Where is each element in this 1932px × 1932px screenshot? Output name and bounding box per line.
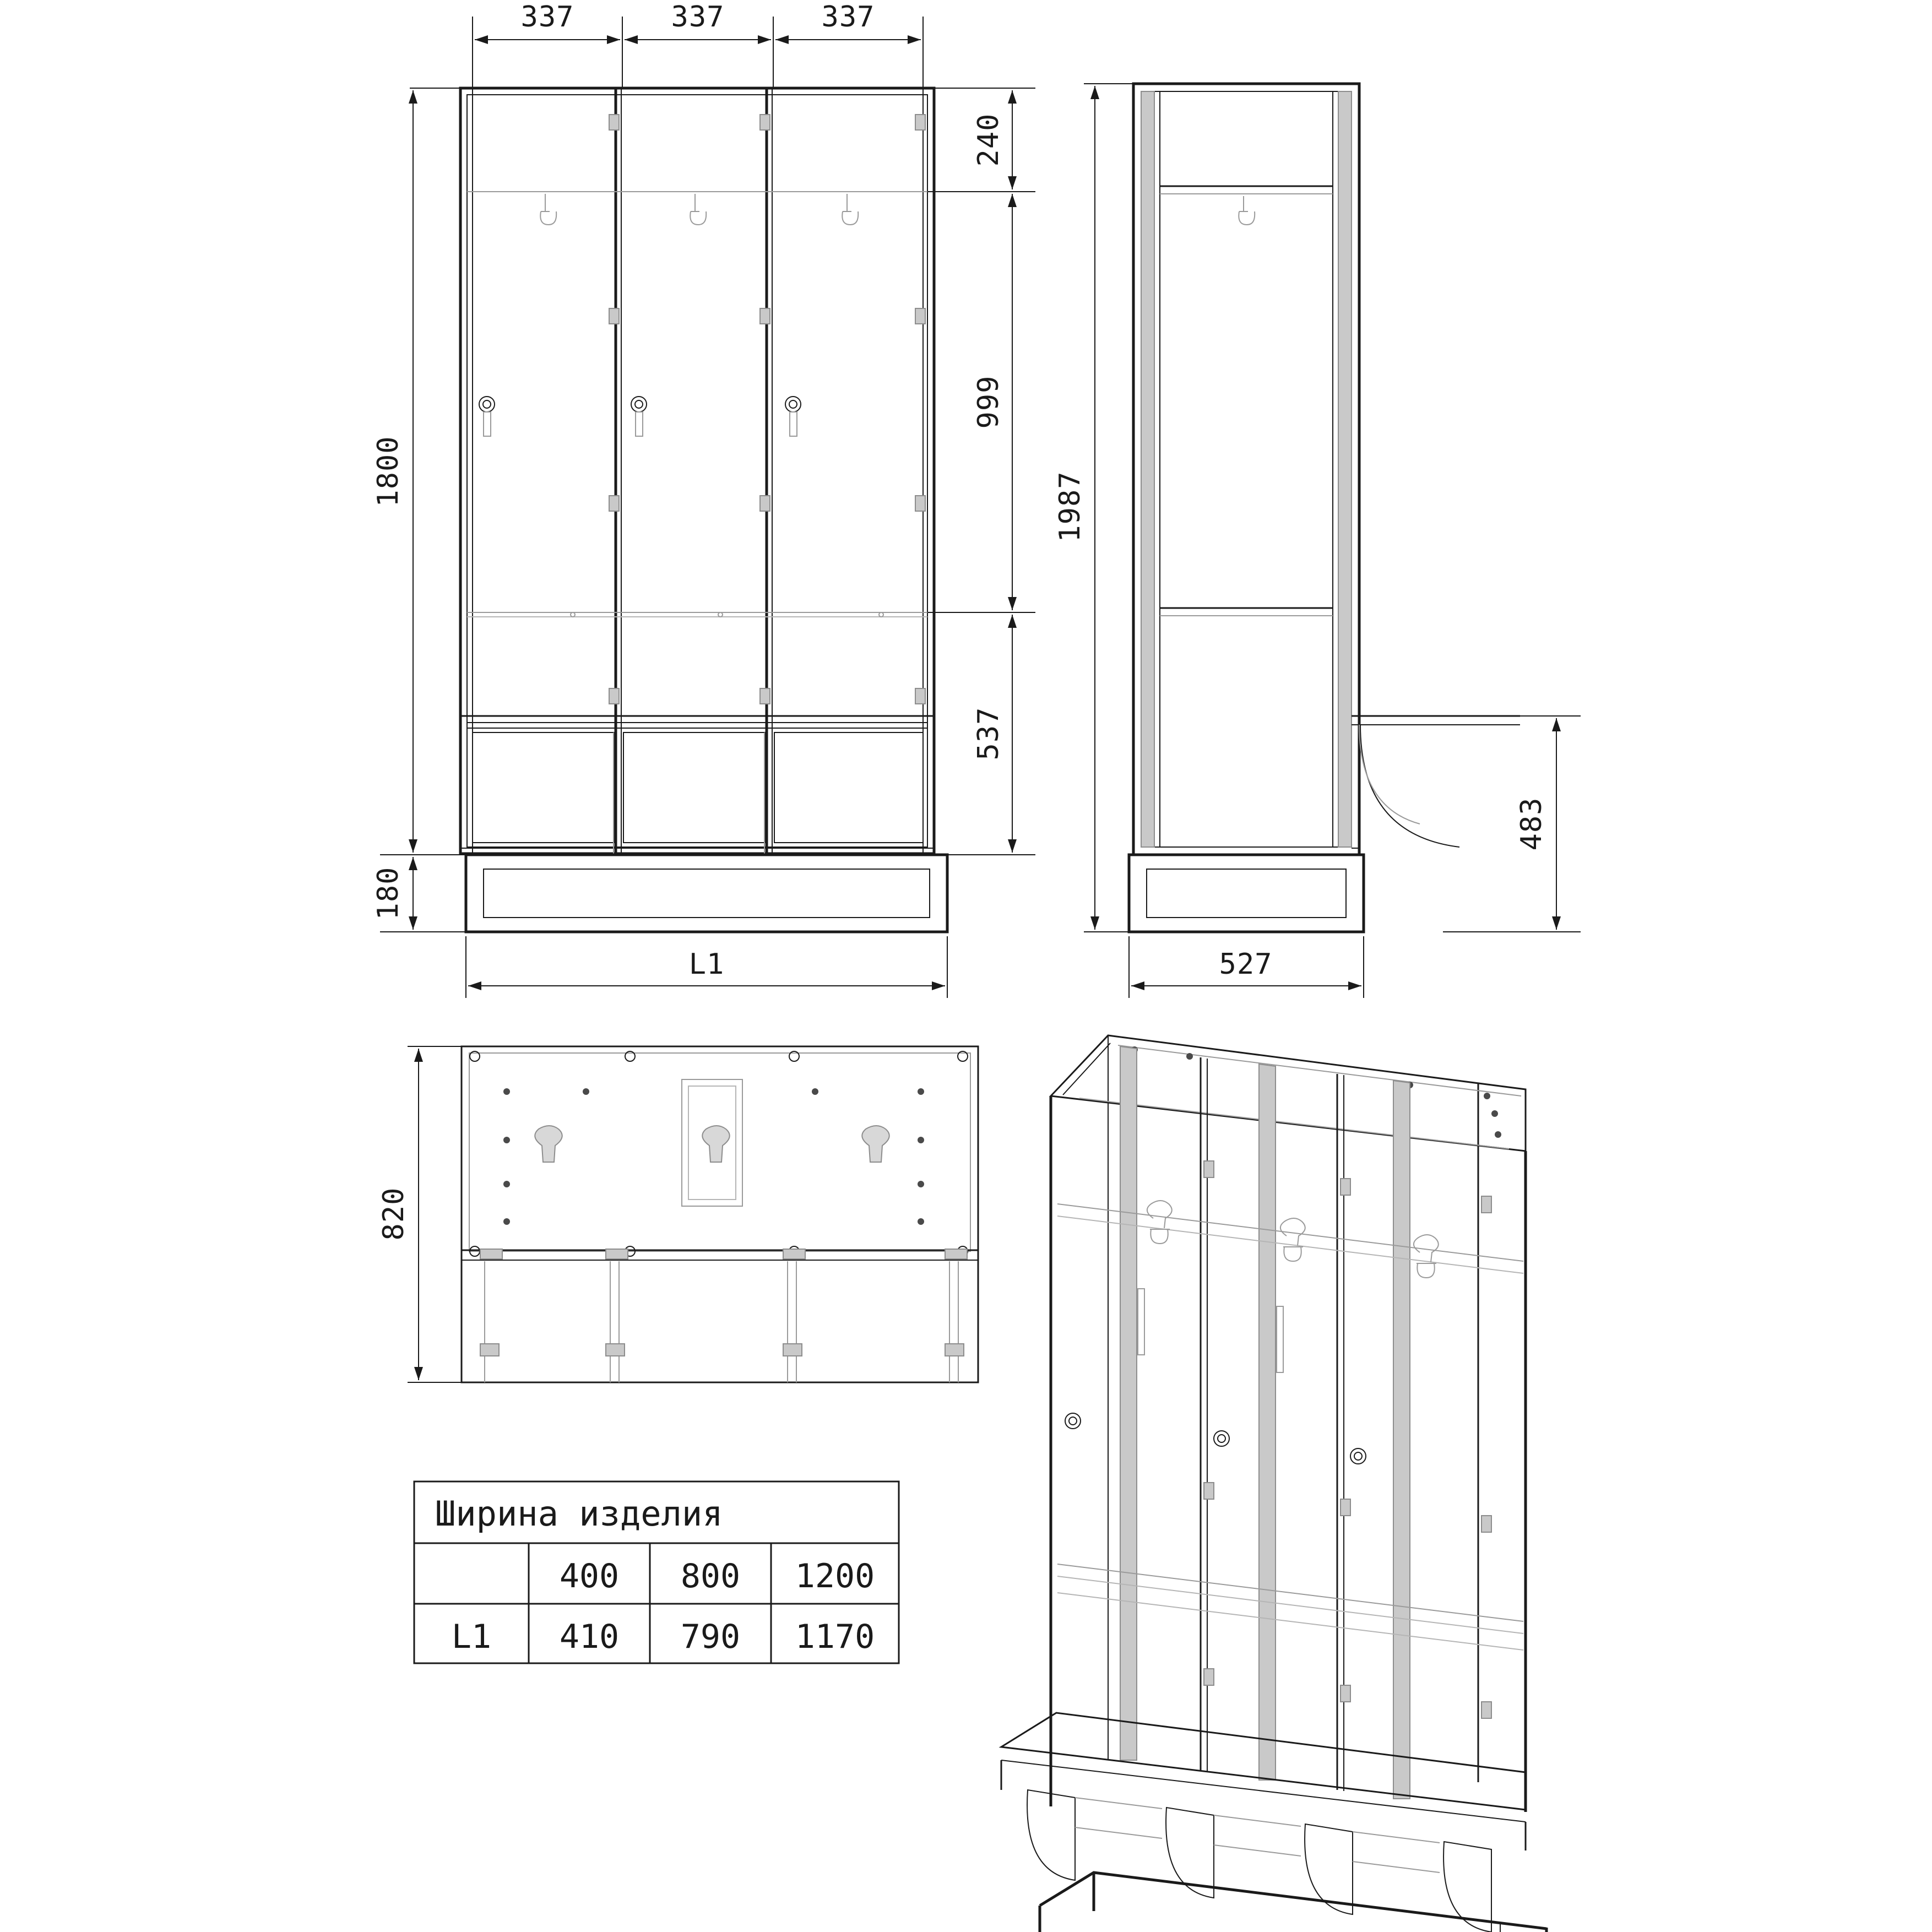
table-col-400: 400 — [559, 1557, 620, 1595]
table-cell-410: 410 — [559, 1618, 620, 1656]
side-view-group — [1084, 84, 1581, 998]
front-locks — [479, 397, 801, 436]
table-col-1200: 1200 — [795, 1557, 875, 1595]
dim-side-depth: 527 — [1219, 948, 1273, 981]
front-plinth — [466, 855, 947, 932]
side-hook — [1160, 186, 1333, 225]
table-row-label: L1 — [451, 1618, 492, 1656]
plan-hooks — [535, 1079, 889, 1206]
table-col-800: 800 — [680, 1557, 741, 1595]
side-height-dimension — [1084, 84, 1133, 932]
dim-plan-depth: 820 — [377, 1187, 410, 1241]
isometric-view-group — [1001, 1035, 1546, 1932]
table-title: Ширина изделия — [435, 1494, 723, 1534]
iso-locks — [1065, 1289, 1366, 1464]
front-dividers — [473, 88, 923, 854]
bench-height-dimension — [1443, 716, 1581, 932]
iso-hinges — [1204, 1161, 1491, 1718]
plan-view-group — [408, 1046, 978, 1382]
table-labels — [435, 1494, 875, 1656]
side-bench — [1352, 716, 1520, 848]
dim-bench-height: 483 — [1515, 797, 1548, 851]
dimension-labels — [372, 1, 1548, 1240]
dim-middle-section: 999 — [972, 375, 1005, 429]
front-bench — [460, 716, 934, 855]
front-height-dimension — [380, 88, 466, 932]
front-shelf — [467, 612, 927, 617]
dim-top-section: 240 — [972, 113, 1005, 167]
front-hooks — [467, 192, 927, 225]
side-shelf — [1160, 608, 1333, 616]
table-cell-790: 790 — [680, 1618, 741, 1656]
dim-plinth-height: 180 — [372, 866, 405, 920]
plan-lower-detail — [480, 1249, 967, 1382]
dim-width-3: 337 — [821, 1, 875, 34]
iso-plinth — [1040, 1873, 1546, 1932]
dim-lower-section: 537 — [972, 707, 1005, 761]
dim-width-1: 337 — [520, 1, 574, 34]
front-view-group — [380, 17, 1035, 998]
dim-overall-width-label: L1 — [688, 948, 725, 981]
dim-total-height: 1800 — [372, 436, 405, 507]
dim-width-2: 337 — [671, 1, 725, 34]
table-cell-1170: 1170 — [795, 1618, 875, 1656]
plan-depth-dimension — [408, 1046, 462, 1382]
dim-side-overall-height: 1987 — [1054, 471, 1087, 542]
iso-dividers — [1120, 1046, 1410, 1799]
